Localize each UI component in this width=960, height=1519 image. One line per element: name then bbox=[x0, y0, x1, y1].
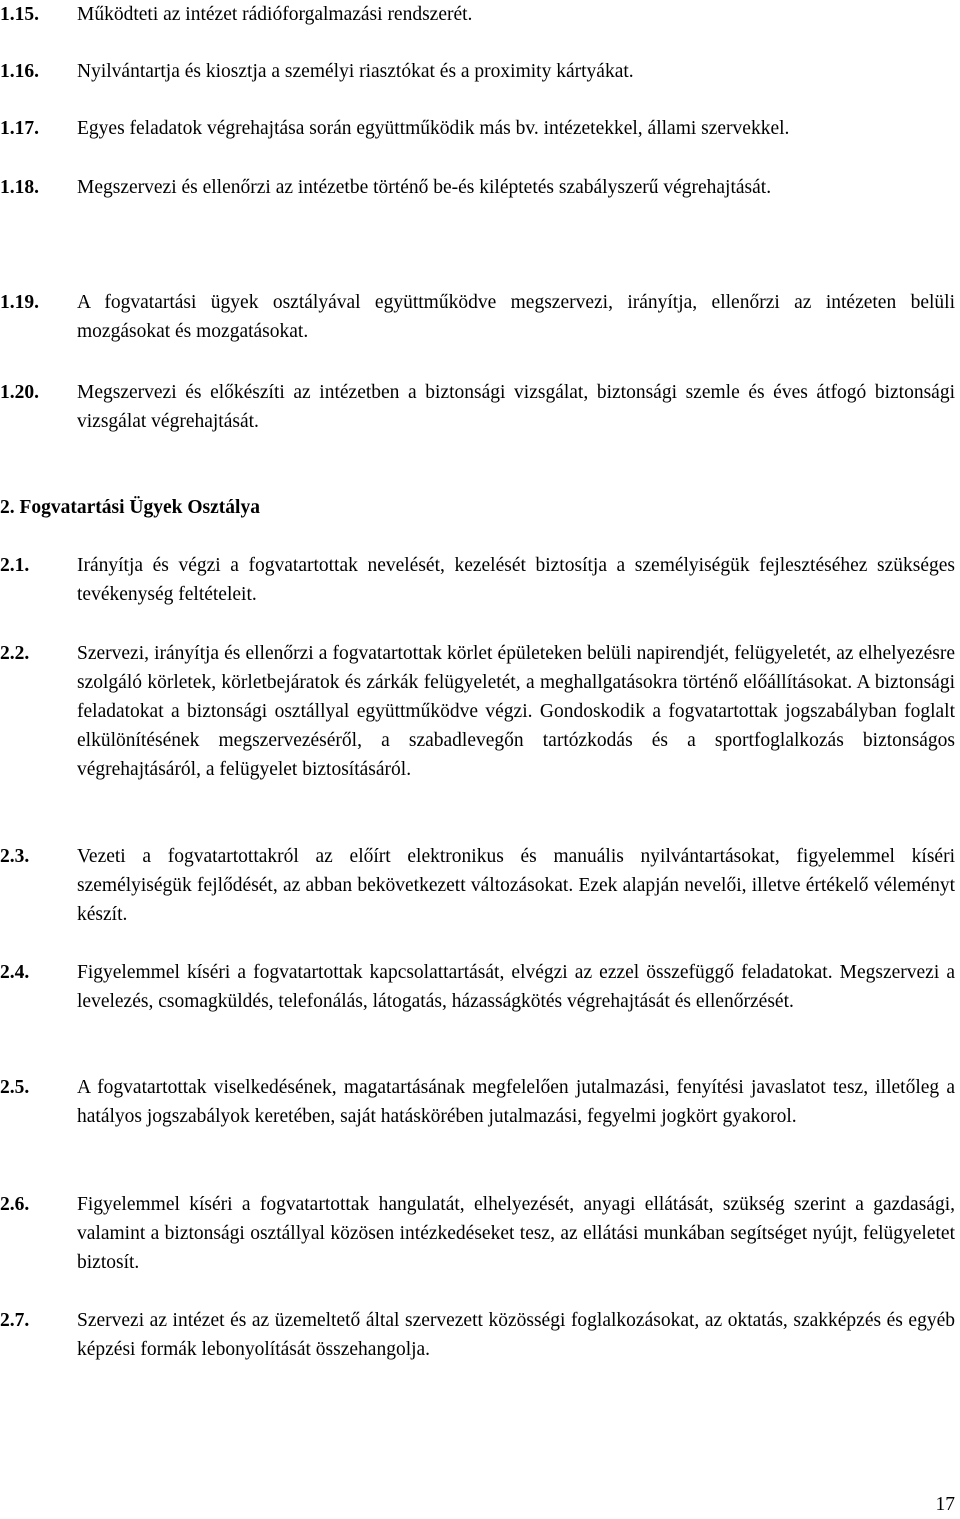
item-number: 2.5. bbox=[0, 1077, 30, 1098]
item-text: A fogvatartottak viselkedésének, magatartásának megfelelően jutalmazási, fenyítési javaslatot tesz, illetőleg a hatályos jogszabályok keretében, saját hatáskörében jutalmazási, fegyelmi jogkört gyakorol. bbox=[77, 1077, 955, 1127]
page-number: 17 bbox=[935, 1494, 955, 1515]
item-text: Vezeti a fogvatartottakról az előírt elektronikus és manuális nyilvántartásokat, figyelemmel kíséri személyiségük fejlődését, az abban bekövetkezett változásokat. Ezek alapján nevelői, illetve értékelő véleményt készít. bbox=[77, 846, 955, 925]
item-number: 1.20. bbox=[0, 382, 39, 403]
list-item bbox=[0, 842, 955, 929]
item-text: Figyelemmel kíséri a fogvatartottak hangulatát, elhelyezését, anyagi ellátását, szükség szerint a gazdasági, valamint a biztonsági osztállyal közösen intézkedéseket tesz, az ellátási munkában segítséget nyújt, felügyeletet biztosít. bbox=[77, 1194, 955, 1273]
list-item bbox=[0, 1190, 955, 1277]
list-item bbox=[0, 551, 955, 609]
list-item bbox=[0, 173, 955, 202]
list-item bbox=[0, 958, 955, 1016]
section-heading: 2. Fogvatartási Ügyek Osztálya bbox=[0, 497, 260, 518]
item-text: Egyes feladatok végrehajtása során együttműködik más bv. intézetekkel, állami szervekkel. bbox=[77, 118, 790, 139]
item-text: Nyilvántartja és kiosztja a személyi riasztókat és a proximity kártyákat. bbox=[77, 61, 634, 82]
item-number: 2.2. bbox=[0, 643, 30, 664]
list-item bbox=[0, 114, 955, 143]
item-text: Megszervezi és ellenőrzi az intézetbe történő be-és kiléptetés szabályszerű végrehajtását. bbox=[77, 177, 772, 198]
item-number: 1.17. bbox=[0, 118, 39, 139]
item-text: Megszervezi és előkészíti az intézetben a biztonsági vizsgálat, biztonsági szemle és éves átfogó biztonsági vizsgálat végrehajtását. bbox=[77, 382, 955, 432]
item-text: A fogvatartási ügyek osztályával együttműködve megszervezi, irányítja, ellenőrzi az intézeten belüli mozgásokat és mozgatásokat. bbox=[77, 292, 955, 342]
item-text: Figyelemmel kíséri a fogvatartottak kapcsolattartását, elvégzi az ezzel összefüggő feladatokat. Megszervezi a levelezés, csomagküldés, telefonálás, látogatás, házasságkötés végrehajtását és ellenőrzését. bbox=[77, 962, 955, 1012]
item-text: Szervezi az intézet és az üzemeltető által szervezett közösségi foglalkozásokat, az oktatás, szakképzés és egyéb képzési formák lebonyolítását összehangolja. bbox=[77, 1310, 955, 1360]
list-item bbox=[0, 378, 955, 436]
item-text: Szervezi, irányítja és ellenőrzi a fogvatartottak körlet épületeken belüli napirendjét, felügyeletét, az elhelyezésre szolgáló körletek, körletbejáratok és zárkák felügyeletét, a meghallgatásokra történő előállításokat. A biztonsági feladatokat a biztonsági osztállyal együttműködve végzi. Gondoskodik a fogvatartottak jogszabályban foglalt elkülönítésének megszervezéséről, a szabadlevegőn tartózkodás és a sportfoglalkozás biztonságos végrehajtásáról, a felügyelet biztosításáról. bbox=[77, 643, 955, 780]
list-item bbox=[0, 1306, 955, 1364]
item-number: 1.15. bbox=[0, 4, 39, 25]
item-number: 1.16. bbox=[0, 61, 39, 82]
item-number: 1.19. bbox=[0, 292, 39, 313]
item-number: 2.1. bbox=[0, 555, 30, 576]
item-number: 2.3. bbox=[0, 846, 30, 867]
item-text: Működteti az intézet rádióforgalmazási rendszerét. bbox=[77, 4, 473, 25]
list-item bbox=[0, 57, 955, 86]
item-number: 1.18. bbox=[0, 177, 39, 198]
item-number: 2.4. bbox=[0, 962, 30, 983]
item-number: 2.6. bbox=[0, 1194, 30, 1215]
item-text: Irányítja és végzi a fogvatartottak nevelését, kezelését biztosítja a személyiségük fejlesztéséhez szükséges tevékenység feltételeit. bbox=[77, 555, 955, 605]
item-number: 2.7. bbox=[0, 1310, 30, 1331]
list-item bbox=[0, 1073, 955, 1131]
list-item bbox=[0, 0, 955, 29]
list-item bbox=[0, 639, 955, 784]
list-item bbox=[0, 288, 955, 346]
